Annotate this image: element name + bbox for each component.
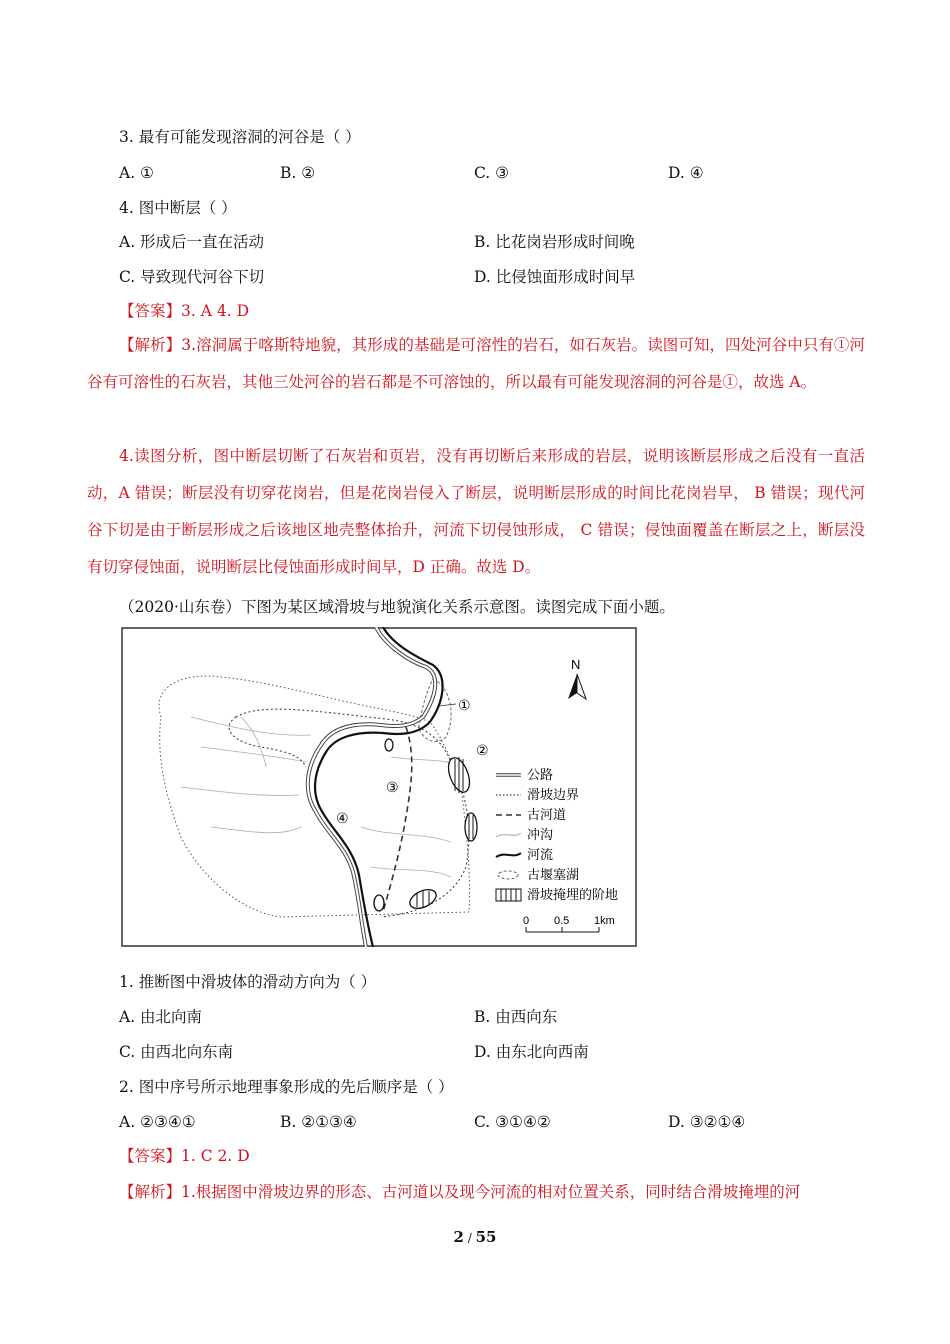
analysis-tag: 【解析】 [119,1183,182,1201]
landslide-map-figure [121,627,637,947]
q2-option-d: D. ③②①④ [668,1113,746,1131]
map-label-3: ③ [386,779,399,795]
legend-gully-label: 冲沟 [527,827,554,842]
terrace-east [465,813,477,841]
q2-stem: 2. 图中序号所示地理事象形成的先后顺序是（ ） [119,1078,454,1096]
q3-option-b: B. ② [280,164,316,182]
q3-option-a: A. ① [119,164,154,182]
q4-option-c: C. 导致现代河谷下切 [119,268,265,286]
legend-road-label: 公路 [527,767,554,782]
analysis-text-3: 3.溶洞属于喀斯特地貌，其形成的基础是可溶性的岩石，如石灰岩。读图可知，四处河谷中只有①河谷有可溶性的石灰岩，其他三处河谷的岩石都是不可溶蚀的，所以最有可能发现溶洞的河谷是①，故选 A。 [87,336,865,391]
q3-option-c: C. ③ [474,164,510,182]
q4-option-d: D. 比侵蚀面形成时间早 [474,268,636,286]
analysis-paragraph-2: 4.读图分析，图中断层切断了石灰岩和页岩，没有再切断后来形成的岩层，说明该断层形成之后没有一直活动，A 错误；断层没有切穿花岗岩，但是花岗岩侵入了断层，说明断层形成的时间比花岗岩早， B 错误；现代河谷下切是由于断层形成之后该地区地壳整体抬升，河流下切侵蚀形成， C 错误；侵蚀面覆盖在断层之上，断层没有切穿侵蚀面，说明断层比侵蚀面形成时间早，D 正确。故选 D。 [87,447,865,576]
legend-terrace-label: 滑坡掩埋的阶地 [527,887,619,902]
q1-option-d: D. 由东北向西南 [474,1043,589,1061]
q3-stem: 3. 最有可能发现溶洞的河谷是（ ） [119,128,361,146]
q2-option-a: A. ②③④① [119,1113,196,1131]
group-intro: （2020·山东卷）下图为某区域滑坡与地貌演化关系示意图。读图完成下面小题。 [119,598,675,616]
q4-option-a: A. 形成后一直在活动 [119,233,265,251]
q4-stem: 4. 图中断层（ ） [119,199,237,217]
q4-option-b: B. 比花岗岩形成时间晚 [474,233,635,251]
legend-boundary-label: 滑坡边界 [527,787,580,802]
q1-option-b: B. 由西向东 [474,1008,558,1026]
terrace-sw [374,895,384,911]
legend-terrace-swatch [496,889,521,901]
map-label-2: ② [476,742,489,758]
analysis-tag: 【解析】 [119,336,182,354]
page-total: 55 [475,1228,497,1246]
legend-channel-label: 古河道 [527,807,567,822]
analysis-paragraph-1 [87,327,865,401]
page-number [0,1228,950,1246]
terrace-small [385,739,393,751]
q2-option-b: B. ②①③④ [280,1113,357,1131]
legend-lake-label: 古堰塞湖 [527,867,580,882]
answer-tag: 【答案】 [119,1147,182,1165]
north-label: N [571,657,581,672]
page-current: 2 [453,1228,464,1246]
q1-stem: 1. 推断图中滑坡体的滑动方向为（ ） [119,973,377,991]
legend-river-label: 河流 [527,847,554,862]
q3-option-d: D. ④ [668,164,704,182]
answer-tag: 【答案】 [119,302,182,320]
answer-text: 3. A 4. D [181,302,249,320]
analysis-text-1: 1.根据图中滑坡边界的形态、古河道以及现今河流的相对位置关系，同时结合滑坡掩埋的河 [181,1183,801,1201]
scale-label-half: 0.5 [554,915,570,927]
answer-text: 1. C 2. D [181,1147,250,1165]
answer-block-1 [119,300,249,322]
scale-label-0: 0 [523,915,530,927]
map-label-1: ① [458,697,471,713]
analysis-block-2 [119,1181,800,1203]
q1-option-a: A. 由北向南 [119,1008,203,1026]
q1-option-c: C. 由西北向东南 [119,1043,234,1061]
scale-label-1km: 1km [594,915,615,927]
answer-block-2 [119,1145,250,1167]
map-label-4: ④ [336,810,349,826]
page-separator: / [463,1231,476,1245]
q2-option-c: C. ③①④② [474,1113,551,1131]
